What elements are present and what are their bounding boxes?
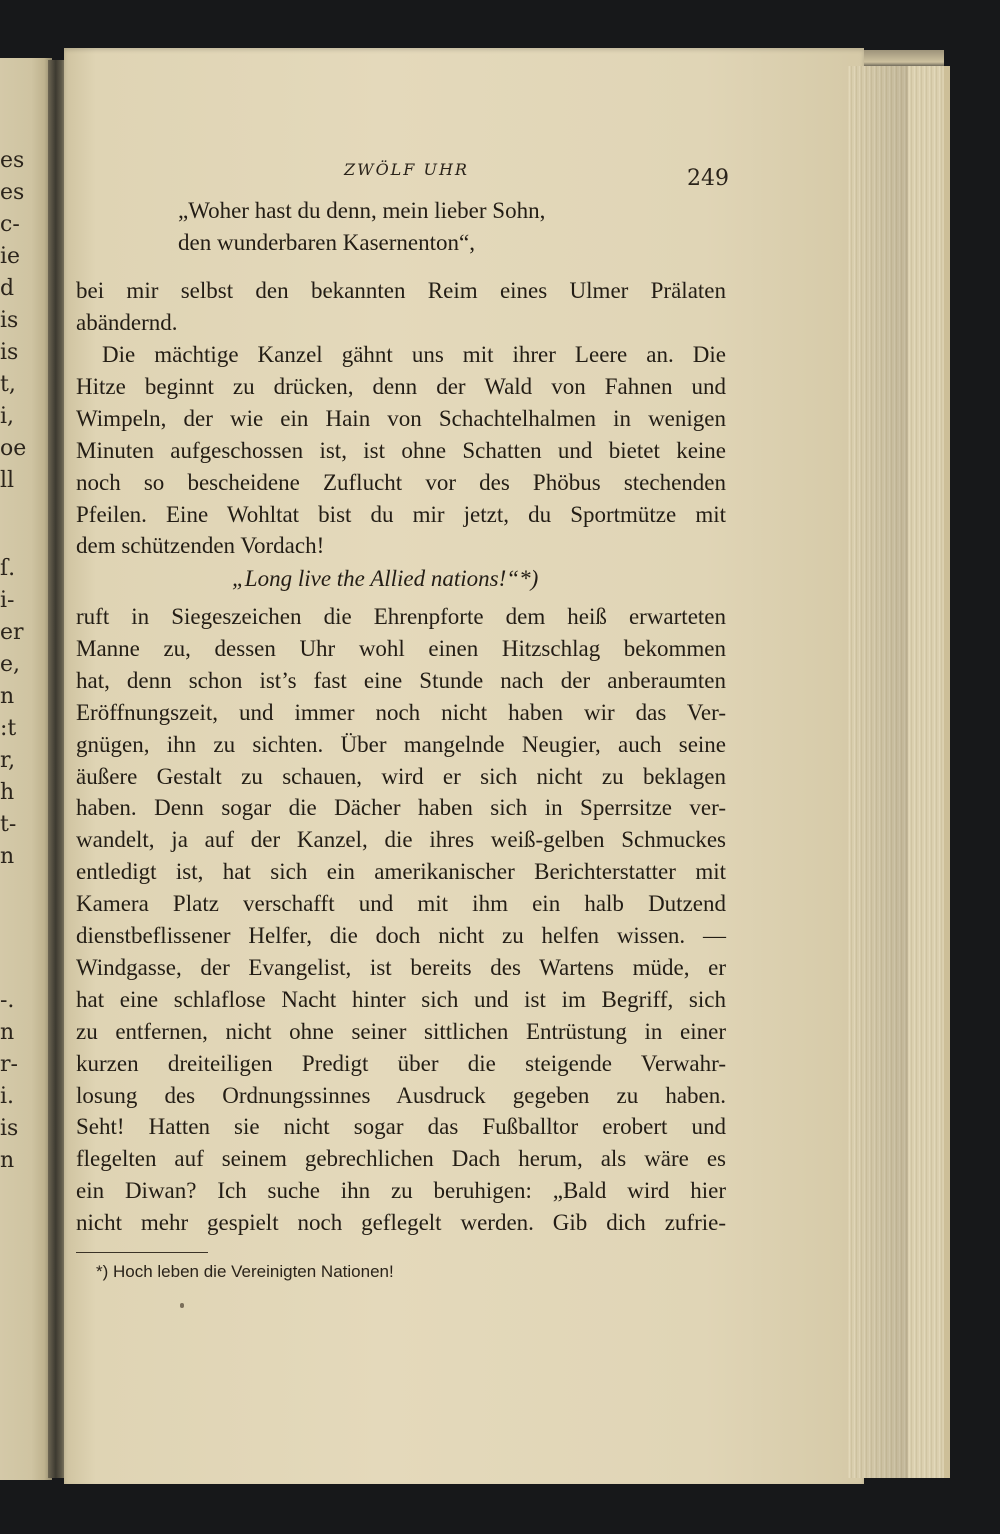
- text-line: bei mir selbst den bekannten Reim eines Ulmer Prälaten: [76, 278, 726, 303]
- left-page-fragment: t,: [0, 372, 16, 397]
- text-line: gnügen, ihn zu sichten. Über mangelnde Neugier, auch seine: [76, 731, 726, 757]
- footnote: *) Hoch leben die Vereinigten Nationen!: [96, 1262, 394, 1281]
- text-line: wandelt, ja auf der Kanzel, die ihres weiß-gelben Schmuckes: [76, 827, 726, 853]
- left-page-fragment: h: [0, 780, 15, 805]
- left-facing-page: [0, 58, 52, 1480]
- text-line: nicht mehr gespielt noch geflegelt werden. Gib dich zufrie-: [76, 1210, 726, 1236]
- text-line: Wimpeln, der wie ein Hain von Schachtelhalmen in wenigen: [76, 405, 726, 431]
- left-page-fragment: -.: [0, 988, 15, 1013]
- quote-line: „Long live the Allied nations!“*): [232, 566, 539, 591]
- left-page-fragment: e,: [0, 652, 21, 677]
- ink-speck: [180, 1303, 184, 1308]
- left-page-fragment: d: [0, 276, 15, 301]
- left-page-fragment: ſ.: [0, 556, 16, 581]
- text-line: flegelten auf seinem gebrechlichen Dach herum, als wäre es: [76, 1146, 726, 1172]
- page-number: 249: [687, 166, 729, 191]
- text-line: ruft in Siegeszeichen die Ehrenpforte dem heiß erwarteten: [76, 604, 726, 629]
- text-line: Kamera Platz verschafft und mit ihm ein halb Dutzend: [76, 891, 726, 917]
- text-line: entledigt ist, hat sich ein amerikanischer Berichterstatter mit: [76, 859, 726, 885]
- text-line: Windgasse, der Evangelist, ist bereits des Wartens müde, er: [76, 954, 726, 980]
- text-line: Die mächtige Kanzel gähnt uns mit ihrer Leere an. Die: [102, 342, 726, 367]
- left-page-fragment: r-: [0, 1052, 18, 1077]
- text-line: dienstbeflissener Helfer, die doch nicht zu helfen wissen. —: [76, 923, 726, 948]
- verse-line: „Woher hast du denn, mein lieber Sohn,: [178, 198, 546, 223]
- left-page-fragment: n: [0, 684, 15, 709]
- footnote-rule: [76, 1252, 208, 1253]
- text-line: Seht! Hatten sie nicht sogar das Fußballtor erobert und: [76, 1114, 726, 1140]
- text-line: Minuten aufgeschossen ist, ist ohne Schatten und bietet keine: [76, 437, 726, 463]
- text-line: losung des Ordnungssinnes Ausdruck gegeben zu haben.: [76, 1082, 726, 1108]
- left-page-fragment: is: [0, 340, 19, 365]
- left-page-fragment: er: [0, 620, 24, 645]
- text-line: ein Diwan? Ich suche ihn zu beruhigen: „Bald wird hier: [76, 1178, 726, 1204]
- text-line: Pfeilen. Eine Wohltat bist du mir jetzt, du Sportmütze mit: [76, 501, 726, 527]
- page-edge-shadow: [848, 66, 908, 1478]
- text-line: abändernd.: [76, 309, 178, 335]
- left-page-fragment: c-: [0, 212, 20, 237]
- left-page-fragment: :t: [0, 716, 17, 741]
- text-line: dem schützenden Vordach!: [76, 533, 325, 559]
- text-line: hat, denn schon ist’s fast eine Stunde nach der anberaumten: [76, 667, 726, 693]
- text-line: haben. Denn sogar die Dächer haben sich in Sperrsitze ver-: [76, 795, 726, 821]
- left-page-fragment: ll: [0, 468, 15, 493]
- left-page-fragment: es: [0, 148, 25, 173]
- left-page-fragment: oe: [0, 436, 27, 461]
- left-page-fragment: es: [0, 180, 25, 205]
- left-page-fragment: i,: [0, 404, 15, 429]
- verse-line: den wunderbaren Kasernenton“,: [178, 230, 475, 255]
- running-head: ZWÖLF UHR: [344, 160, 469, 179]
- left-page-fragment: is: [0, 1116, 19, 1141]
- text-line: kurzen dreiteiligen Predigt über die steigende Verwahr-: [76, 1050, 726, 1076]
- text-line: Hitze beginnt zu drücken, denn der Wald von Fahnen und: [76, 373, 726, 399]
- left-page-fragment: t-: [0, 812, 17, 837]
- text-line: Manne zu, dessen Uhr wohl einen Hitzschlag bekommen: [76, 635, 726, 661]
- text-line: hat eine schlaflose Nacht hinter sich und ist im Begriff, sich: [76, 986, 726, 1012]
- text-line: noch so bescheidene Zuflucht vor des Phöbus stechenden: [76, 469, 726, 495]
- left-page-fragment: ie: [0, 244, 21, 269]
- left-page-fragment: i.: [0, 1084, 15, 1109]
- left-page-fragment: is: [0, 308, 19, 333]
- left-page-fragment: n: [0, 1020, 15, 1045]
- left-page-fragment: n: [0, 1148, 15, 1173]
- left-page-fragment: i-: [0, 588, 15, 613]
- left-page-fragment: n: [0, 844, 15, 869]
- left-page-fragment: r,: [0, 748, 16, 773]
- text-line: Eröffnungszeit, und immer noch nicht haben wir das Ver-: [76, 699, 726, 725]
- text-line: zu entfernen, nicht ohne seiner sittlichen Entrüstung in einer: [76, 1018, 726, 1044]
- text-line: äußere Gestalt zu schauen, wird er sich nicht zu beklagen: [76, 763, 726, 789]
